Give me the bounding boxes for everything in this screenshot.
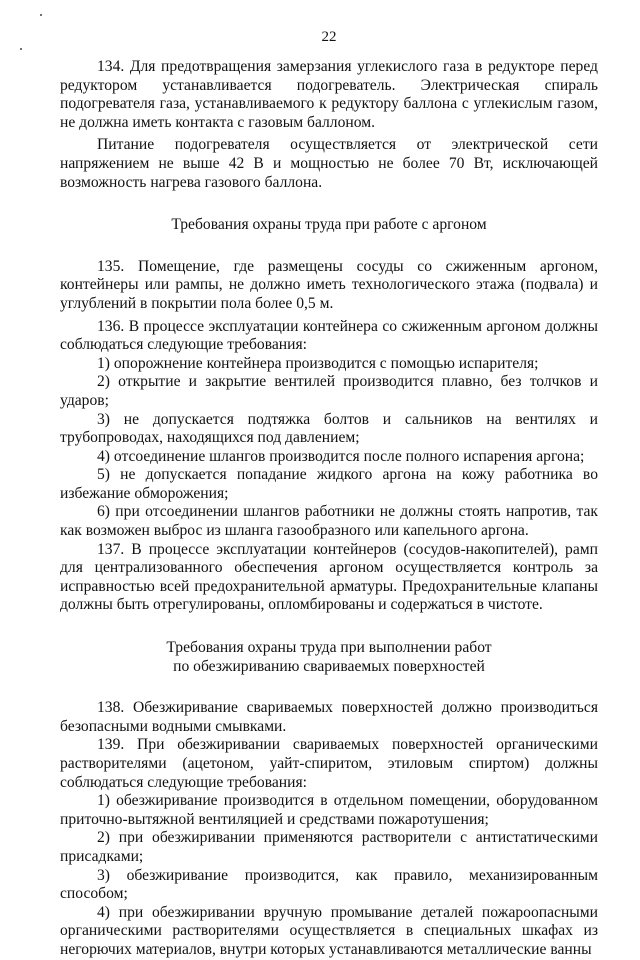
list-item-139-1: 1) обезжиривание производится в отдельном помещении, оборудованном приточно-вытяжной вентиляцией и средствами пожаротушения; [60, 792, 598, 828]
list-item-139-3: 3) обезжиривание производится, как правило, механизированным способом; [60, 866, 598, 903]
list-item-136-1: 1) опорожнение контейнера производится с помощью испарителя; [97, 354, 539, 372]
list-item-136-4: 4) отсоединение шлангов производится после полного испарения аргона; [97, 447, 585, 465]
document-body [60, 58, 598, 960]
paragraph-139: 139. При обезжиривании свариваемых поверхностей органическими растворителями (ацетоном, уайт-спиритом, этиловым спиртом) должны соблюдаться следующие требования: [60, 736, 598, 791]
list-item-136-2: 2) открытие и закрытие вентилей производится плавно, без толчков и ударов; [60, 373, 598, 409]
list-item-136-6: 6) при отсоединении шлангов работники не должны стоять напротив, так как возможен выброс из шланга газообразного или капельного аргона. [60, 503, 598, 540]
paragraph-138: 138. Обезжиривание свариваемых поверхностей должно производиться безопасными водными смывками. [60, 699, 598, 735]
paragraph-137: 137. В процессе эксплуатации контейнеров (сосудов-накопителей), рамп для централизованного обеспечения аргоном осуществляется контроль за исправностью всей предохранительной арматуры. Предохранительные клапаны должны быть отрегулированы, опломбированы и содержаться в чистоте. [60, 540, 598, 614]
list-item-139-4: 4) при обезжиривании вручную промывание деталей пожароопасными органическими растворителями осуществляется в специальных шкафах из негорючих материалов, внутри которых устанавливаются металлические ванны [60, 903, 598, 958]
paragraph-136: 136. В процессе эксплуатации контейнера со сжиженным аргоном должны соблюдаться следующие требования: [60, 317, 598, 354]
paragraph-heater-power: Питание подогревателя осуществляется от электрической сети напряжением не выше 42 В и мощностью не более 70 Вт, исключающей возможность нагрева газового баллона. [60, 136, 598, 191]
list-item-136-3: 3) не допускается подтяжка болтов и сальников на вентилях и трубопроводах, находящихся под давлением; [60, 410, 598, 447]
section-heading-degreasing-line-1: Требования охраны труда при выполнении работ [166, 639, 492, 657]
page-number: 22 [321, 29, 337, 45]
list-item-139-2: 2) при обезжиривании применяются растворители с антистатическими присадками; [60, 829, 598, 865]
section-heading-degreasing-line-2: по обезжириванию свариваемых поверхностей [173, 657, 485, 675]
list-item-136-5: 5) не допускается попадание жидкого аргона на кожу работника во избежание обморожения; [60, 466, 598, 502]
paragraph-134: 134. Для предотвращения замерзания углекислого газа в редукторе перед редуктором устанавливается подогреватель. Электрическая спираль подогревателя газа, устанавливаемого к редуктору баллона с углекислым газом, не должна иметь контакта с газовым баллоном. [60, 58, 598, 131]
scan-speck [20, 48, 22, 50]
section-heading-argon: Требования охраны труда при работе с аргоном [171, 216, 487, 234]
paragraph-135: 135. Помещение, где размещены сосуды со сжиженным аргоном, контейнеры или рампы, не должно иметь технологического этажа (подвала) и углублений в покрытии пола более 0,5 м. [60, 257, 598, 312]
scan-speck [40, 14, 42, 16]
